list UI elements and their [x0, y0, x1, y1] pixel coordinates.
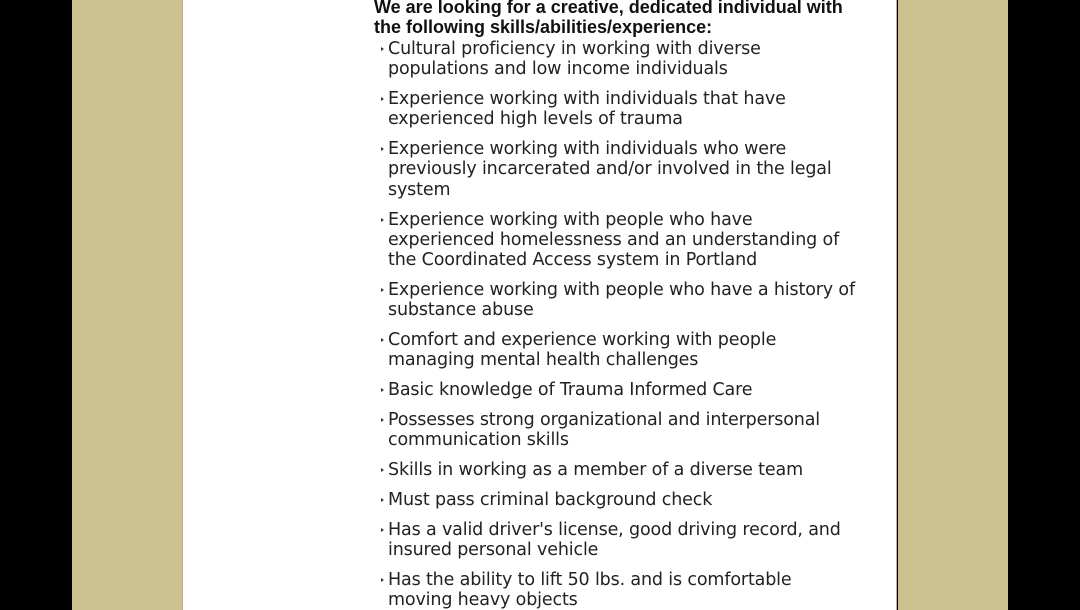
skill-text: Has the ability to lift 50 lbs. and is comfortable moving heavy objects — [388, 569, 792, 610]
skill-text: Possesses strong organizational and interpersonal communication skills — [388, 409, 821, 451]
skill-text: Has a valid driver's license, good driving record, and insured personal vehicle — [388, 519, 841, 560]
skill-text: Basic knowledge of Trauma Informed Care — [388, 380, 753, 401]
bullet-icon — [381, 388, 384, 392]
bullet-icon — [381, 528, 384, 532]
skill-text: Must pass criminal background check — [388, 489, 713, 510]
bullet-icon — [381, 47, 384, 51]
bullet-icon — [381, 418, 384, 422]
skill-text: Experience working with people who have experienced homelessness and an understanding of the Coordinated Access system in Portland — [388, 209, 840, 271]
requirements-heading: We are looking for a creative, dedicated individual with the following skills/abilities/experience: — [374, 0, 843, 37]
skill-item — [374, 280, 858, 321]
skill-item — [374, 410, 858, 451]
skills-list — [374, 39, 874, 610]
bullet-icon — [381, 147, 384, 151]
right-margin-panel — [898, 0, 1008, 610]
skill-item — [374, 210, 858, 271]
skill-item — [374, 139, 858, 200]
bullet-icon — [381, 578, 384, 582]
skill-item — [374, 380, 858, 400]
document-page — [182, 0, 897, 610]
bullet-icon — [381, 338, 384, 342]
bullet-icon — [381, 468, 384, 472]
skill-text: Experience working with people who have a history of substance abuse — [388, 279, 855, 321]
job-requirements-section — [374, 0, 874, 610]
skill-text: Experience working with individuals that have experienced high levels of trauma — [388, 89, 786, 130]
skill-item — [374, 39, 858, 80]
skill-item — [374, 520, 858, 561]
skill-item — [374, 490, 858, 510]
bullet-icon — [381, 288, 384, 292]
skill-item — [374, 460, 858, 480]
skill-text: Experience working with individuals who were previously incarcerated and/or involved in the legal system — [388, 139, 832, 200]
skill-item — [374, 330, 858, 371]
skill-text: Skills in working as a member of a diverse team — [388, 460, 803, 481]
left-margin-panel — [72, 0, 182, 610]
skill-item — [374, 570, 858, 610]
skill-text: Comfort and experience working with people managing mental health challenges — [388, 330, 777, 371]
bullet-icon — [381, 218, 384, 222]
skill-text: Cultural proficiency in working with diverse populations and low income individuals — [388, 39, 761, 80]
skill-item — [374, 89, 858, 130]
bullet-icon — [381, 97, 384, 101]
bullet-icon — [381, 498, 384, 502]
